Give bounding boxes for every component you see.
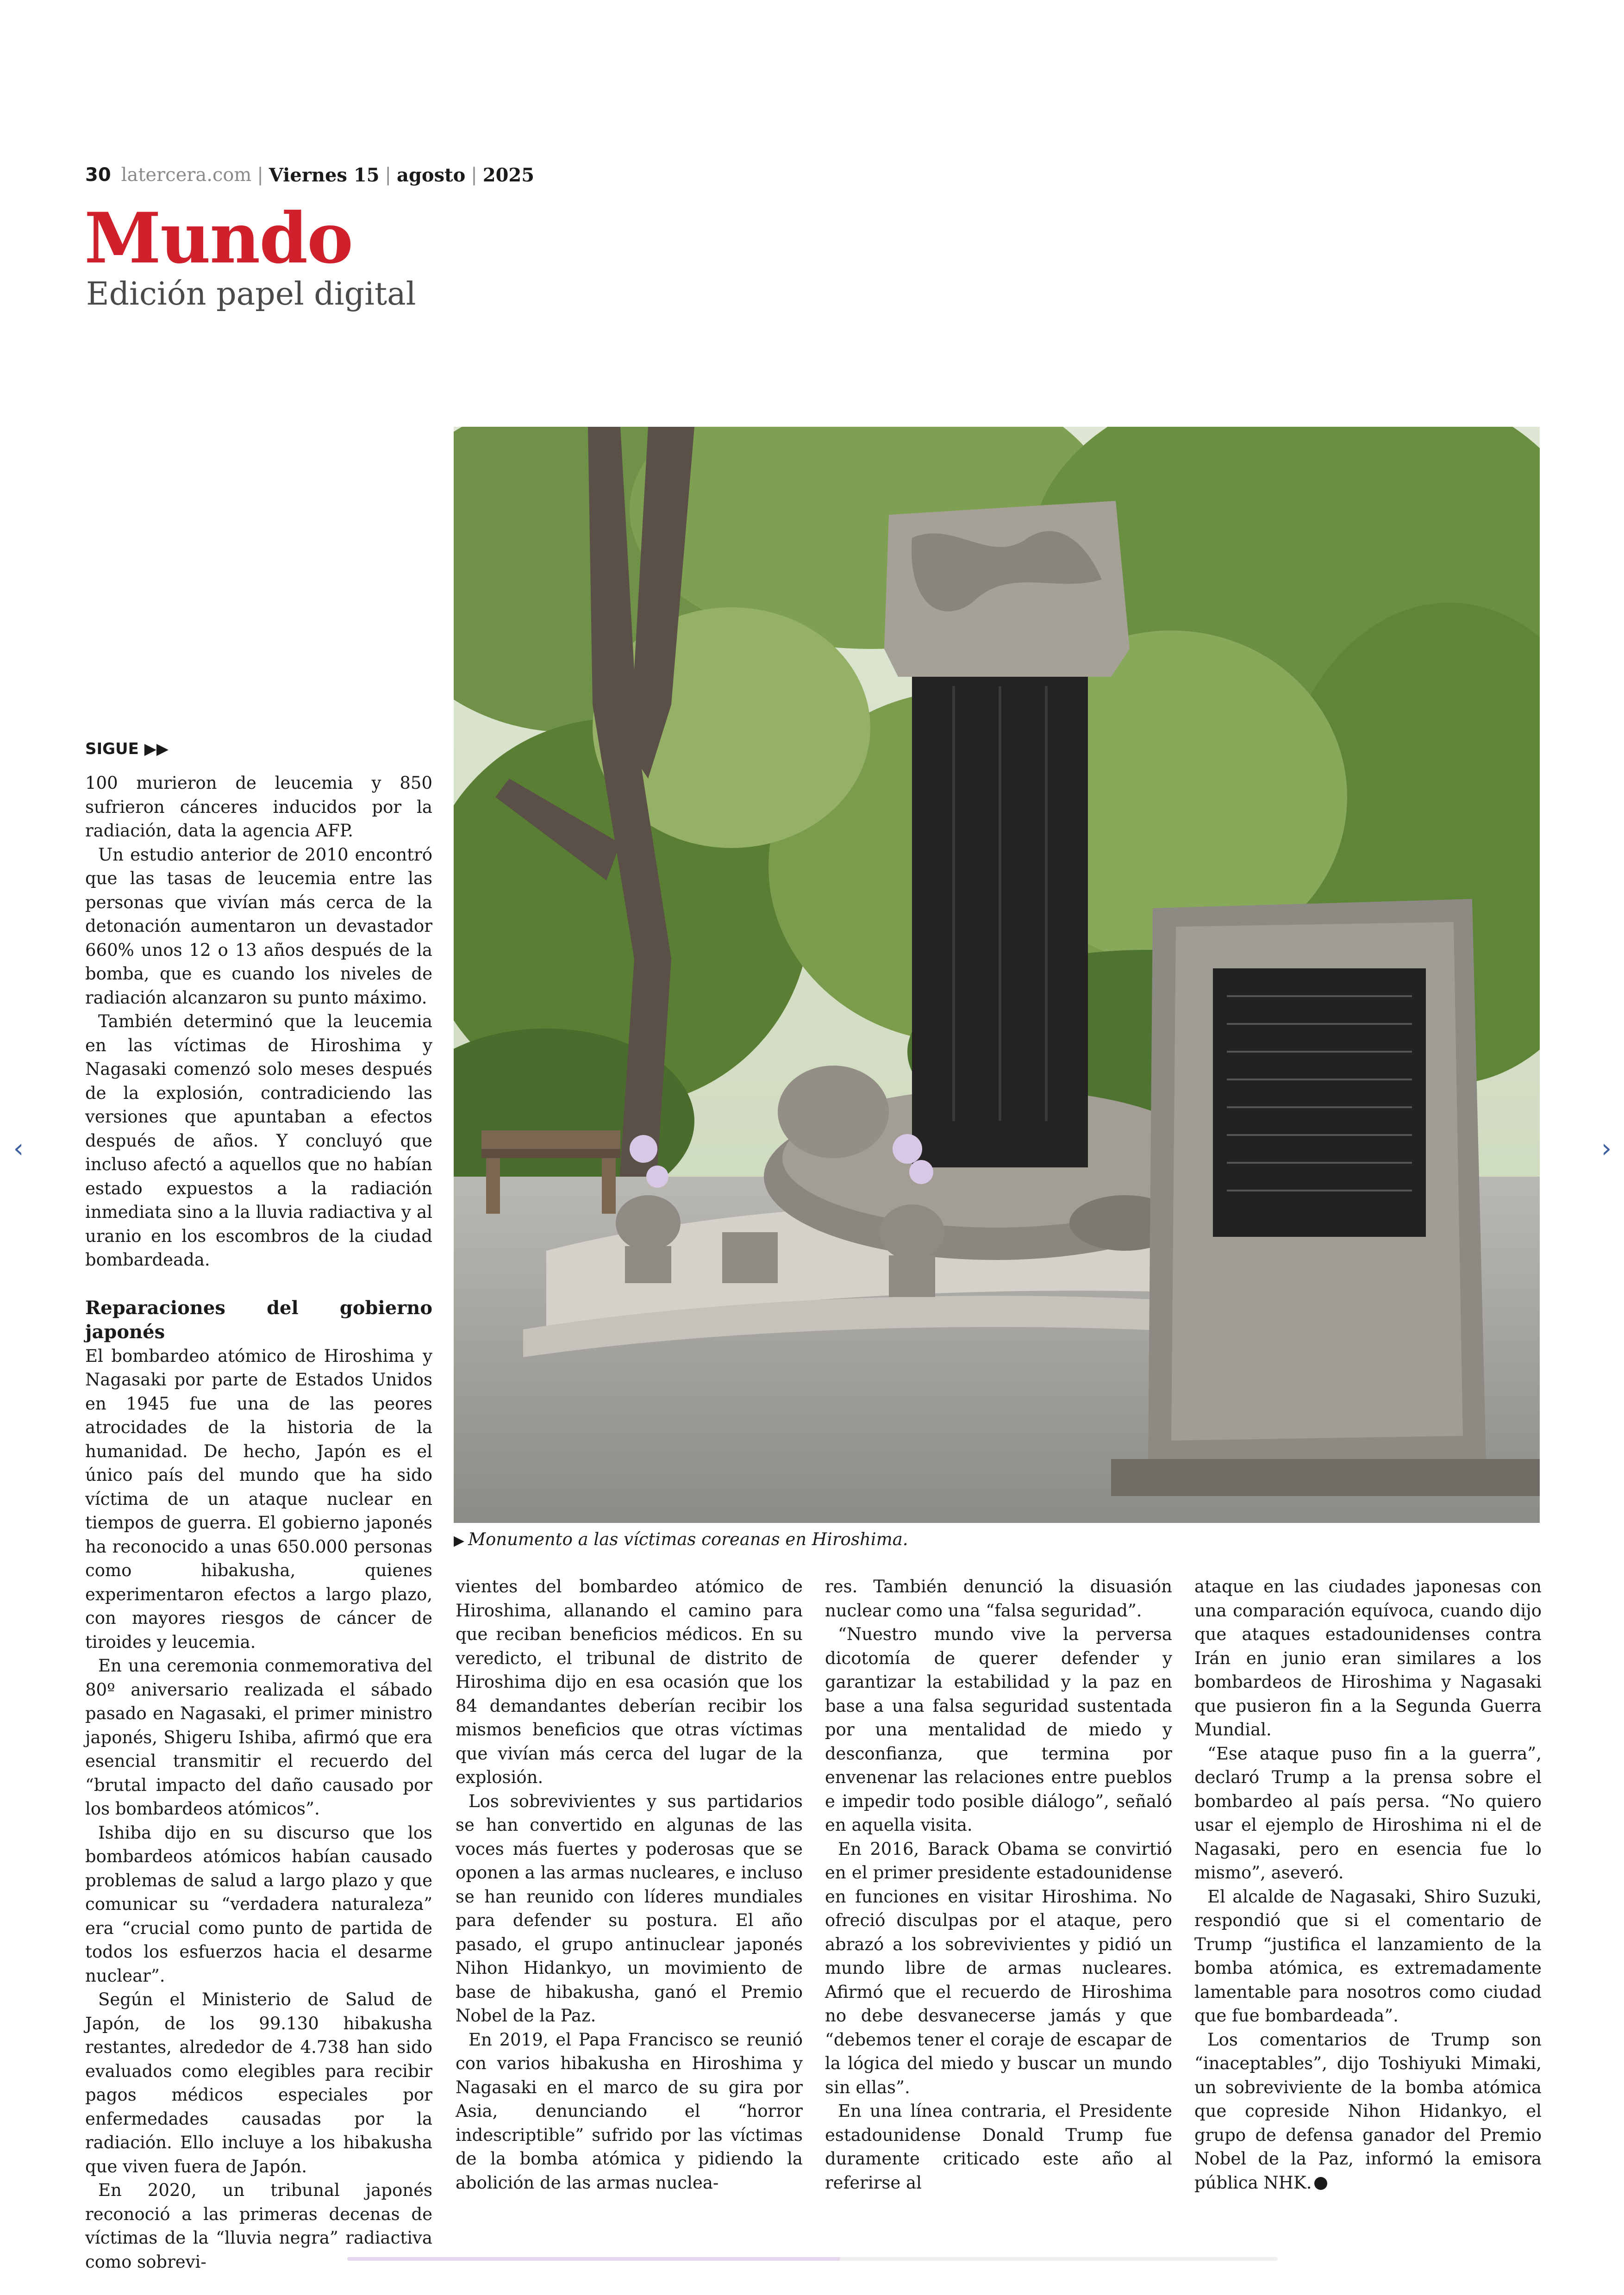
paragraph: ataque en las ciudades japonesas con una comparación equívoca, cuando dijo que ataques estadounidenses contra Irán en junio eran similares a los bombardeos de Hiroshima y Nagasaki que pusieron fin a la Segunda Guerra Mundial.	[1194, 1577, 1542, 1740]
paragraph: Ishiba dijo en su discurso que los bombardeos atómicos habían causado problemas de salud a largo plazo y que comunicar su “verdadera naturaleza” era “crucial como punto de partida de todos los esfuerzos hacia el desarme nuclear”.	[85, 1822, 432, 1986]
paragraph: En 2019, el Papa Francisco se reunió con varios hibakusha en Hiroshima y Nagasaki en el marco de su gira por Asia, denunciando el “horror indescriptible” sufrido por las víctimas de la bomba atómica y pidiendo la abolición de las armas nuclea-	[456, 2029, 803, 2193]
paragraph: El alcalde de Nagasaki, Shiro Suzuki, respondió que si el comentario de Trump “justifica el lanzamiento de la bomba atómica, es extremadamente lamentable para nosotros como ciudad que fue bombardeada”.	[1194, 1886, 1542, 2026]
monument-illustration	[454, 427, 1540, 1523]
article-photo	[454, 427, 1540, 1523]
section-title: Mundo	[84, 198, 353, 279]
paragraph: Los sobrevivientes y sus partidarios se han convertido en algunas de las voces más fuertes y poderosas que se oponen a las armas nucleares, e incluso se han reunido con líderes mundiales para defender su postura. El año pasado, el grupo antinuclear japonés Nihon Hidankyo, un movimiento de base de hibakusha, ganó el Premio Nobel de la Paz.	[456, 1791, 803, 2026]
section-subtitle: Edición papel digital	[86, 276, 416, 312]
article-column-3	[825, 1575, 1172, 2195]
caption-text: Monumento a las víctimas coreanas en Hiroshima.	[468, 1529, 908, 1549]
site-name: latercera.com	[121, 164, 252, 186]
paragraph: En 2016, Barack Obama se convirtió en el primer presidente estadounidense en funciones en visitar Hiroshima. No ofreció disculpas por el ataque, pero abrazó a los sobrevivientes y pidió un mundo libre de armas nucleares. Afirmó que el recuerdo de Hiroshima no debe desvanecerse jamás y que “debemos tener el coraje de escapar de la lógica del miedo y buscar un mundo sin ellas”.	[825, 1839, 1172, 2097]
plaque	[1213, 968, 1426, 1237]
end-mark-icon	[1314, 2177, 1327, 2190]
paragraph: Según el Ministerio de Salud de Japón, de los 99.130 hibakusha restantes, alrededor de 4.738 han sido evaluados como elegibles para recibir pagos médicos especiales por enfermedades causadas por la radiación. Ello incluye a los hibakusha que viven fuera de Japón.	[85, 1989, 432, 2177]
paragraph: Los comentarios de Trump son “inaceptables”, dijo Toshiyuki Mimaki, un sobreviviente de la bomba atómica que copreside Nihon Hidankyo, el grupo de defensa ganador del Premio Nobel de la Paz, informó la emisora pública NHK.	[1194, 2029, 1542, 2193]
paragraph: El bombardeo atómico de Hiroshima y Nagasaki por parte de Estados Unidos en 1945 fue una de las peores atrocidades de la historia de la humanidad. De hecho, Japón es el único país del mundo que ha sido víctima de un ataque nuclear en tiempos de guerra. El gobierno japonés ha reconocido a unas 650.000 personas como hibakusha, quienes experimentaron efectos a largo plazo, con mayores riesgos de cáncer de tiroides y leucemia.	[85, 1346, 432, 1652]
article-column-2	[456, 1575, 803, 2195]
article-column-1	[85, 737, 432, 2274]
scrollbar-thumb[interactable]	[347, 2257, 840, 2261]
paragraph: En 2020, un tribunal japonés reconoció a las primeras decenas de víctimas de la “lluvia negra” radiactiva como sobrevi-	[85, 2180, 432, 2272]
sigue-label: SIGUE ▶▶	[85, 740, 169, 758]
page-number: 30	[85, 164, 111, 186]
date-month: agosto	[397, 164, 466, 186]
separator: |	[257, 164, 263, 186]
paragraph: “Ese ataque puso fin a la guerra”, declaró Trump a la prensa sobre el bombardeo al país persa. “No quiero usar el ejemplo de Hiroshima ni el de Nagasaki, pero en esencia fue lo mismo”, aseveró.	[1194, 1743, 1542, 1883]
subheading: Reparaciones del gobierno japonés	[85, 1297, 432, 1343]
photo-caption	[454, 1529, 908, 1549]
paragraph: En una ceremonia conmemorativa del 80º aniversario realizada el sábado pasado en Nagasaki, el primer ministro japonés, Shigeru Ishiba, afirmó que era esencial transmitir el recuerdo del “brutal impacto del daño causado por los bombardeos atómicos”.	[85, 1656, 432, 1819]
separator: |	[471, 164, 477, 186]
date-day: Viernes 15	[269, 164, 380, 186]
paragraph: “Nuestro mundo vive la perversa dicotomía de querer defender y garantizar la estabilidad y la paz en base a una falsa seguridad sustentada por una mentalidad de miedo y desconfianza, que termina por envenenar las relaciones entre pueblos e impedir todo posible diálogo”, señaló en aquella visita.	[825, 1624, 1172, 1835]
prev-page-button[interactable]: ‹	[13, 1134, 24, 1164]
date-year: 2025	[482, 164, 535, 186]
paragraph: 100 murieron de leucemia y 850 sufrieron cánceres inducidos por la radiación, data la agencia AFP.	[85, 773, 432, 841]
paragraph: En una línea contraria, el Presidente estadounidense Donald Trump fue duramente criticado este año al referirse al	[825, 2101, 1172, 2193]
caption-marker: ▶	[454, 1533, 465, 1549]
next-page-button[interactable]: ›	[1601, 1134, 1612, 1164]
paragraph: res. También denunció la disuasión nuclear como una “falsa seguridad”.	[825, 1577, 1172, 1621]
paragraph: Un estudio anterior de 2010 encontró que las tasas de leucemia entre las personas que vivían más cerca de la detonación aumentaron un devastador 660% unos 12 o 13 años después de la bomba, que es cuando los niveles de radiación alcanzaron su punto máximo.	[85, 844, 432, 1008]
separator: |	[385, 164, 392, 186]
paragraph: También determinó que la leucemia en las víctimas de Hiroshima y Nagasaki comenzó solo meses después de la explosión, contradiciendo las versiones que apuntaban a efectos después de años. Y concluyó que incluso afectó a aquellos que no habían estado expuestos a la radiación inmediata sino a la lluvia radiactiva y al uranio en los escombros de la ciudad bombardeada.	[85, 1011, 432, 1270]
article-column-4	[1194, 1575, 1542, 2195]
paragraph: vientes del bombardeo atómico de Hiroshima, allanando el camino para que reciban beneficios médicos. En su veredicto, el tribunal de distrito de Hiroshima dijo en esa ocasión que los 84 demandantes deberían recibir los mismos beneficios que otras víctimas que vivían más cerca del lugar de la explosión.	[456, 1577, 803, 1787]
page-header	[85, 162, 534, 188]
